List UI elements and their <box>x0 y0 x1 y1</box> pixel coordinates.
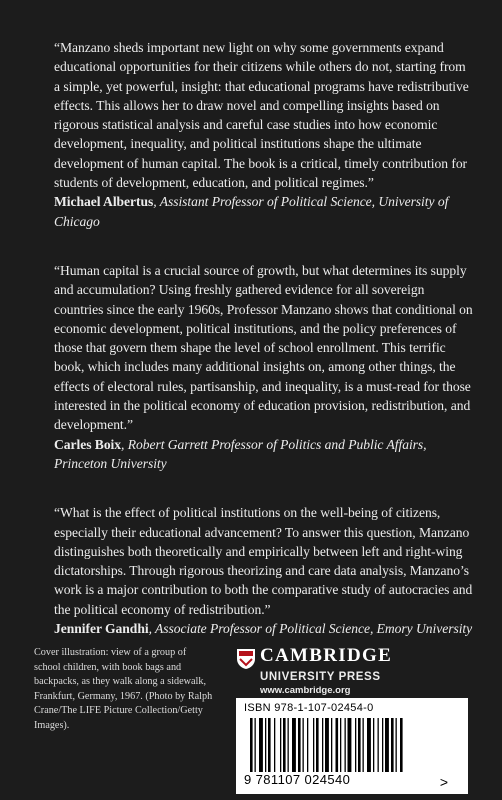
endorsements <box>54 38 474 668</box>
barcode-arrow: > <box>439 774 448 790</box>
quote-attribution <box>54 435 474 474</box>
endorser-title: , Associate Professor of Political Science, Emory University <box>148 621 473 637</box>
endorser-name: Carles Boix <box>54 436 122 452</box>
back-cover-footer <box>34 646 468 796</box>
cover-illustration-caption: Cover illustration: view of a group of school children, with book bags and backpacks, as they walk along a sidewalk, Frankfurt, Germany, 1967. (Photo by Ralph Crane/The LIFE Picture Collection/Getty Images). <box>34 647 213 731</box>
quote-attribution <box>54 192 474 231</box>
endorser-title: , Assistant Professor of Political Science, University of Chicago <box>54 194 449 229</box>
endorser-name: Michael Albertus <box>54 194 154 210</box>
cambridge-shield-icon <box>236 648 256 670</box>
quote-attribution <box>54 619 474 638</box>
publisher-brand: CAMBRIDGE <box>260 645 393 666</box>
quote-text: “Manzano sheds important new light on why some governments expand educational opportunities for their citizens while others do not, starting from a simple, yet powerful, insight: that educational programs have redistributive effects. This allows her to draw novel and compelling insights based on rigorous statistical analysis and careful case studies into how economic development, inequality, and political institutions shape the ultimate development of human capital. The book is a critical, timely contribution for students of development, education, and political regimes.” <box>54 40 469 191</box>
endorsement-1 <box>54 38 474 231</box>
quote-text: “What is the effect of political institutions on the well-being of citizens, especially their educational advancement? To answer this question, Manzano distinguishes both theoretically and empirically between left and right-wing dictatorships. Through rigorous theorizing and care data analysis, Manzano’s work is a major contribution to both the comparative study of autocracies and the political economy of redistribution.” <box>54 505 473 617</box>
endorser-title: , Robert Garrett Professor of Politics and Public Affairs, Princeton University <box>54 436 427 471</box>
isbn-text: ISBN 978-1-107-02454-0 <box>244 702 374 714</box>
endorsement-2 <box>54 261 474 473</box>
publisher-press: UNIVERSITY PRESS <box>260 671 381 683</box>
endorsement-3 <box>54 503 474 638</box>
endorser-name: Jennifer Gandhi <box>54 621 149 637</box>
barcode-digits: 9 781107 024540 <box>244 772 351 787</box>
isbn-barcode <box>236 698 468 794</box>
barcode <box>250 718 450 772</box>
publisher-url: www.cambridge.org <box>260 685 351 696</box>
quote-text: “Human capital is a crucial source of growth, but what determines its supply and accumulation? Using freshly gathered evidence for all sovereign countries since the early 1960s, Professor Manzano shows that conditional on economic development, political institutions, and the policy preferences of those that govern them shape the level of school enrollment. This terrific book, which includes many additional insights on, among other things, the effects of electoral rules, partisanship, and inequality, is a must-read for those interested in the political economy of education provision, redistribution, and development.” <box>54 262 473 433</box>
publisher-logo <box>236 646 468 696</box>
